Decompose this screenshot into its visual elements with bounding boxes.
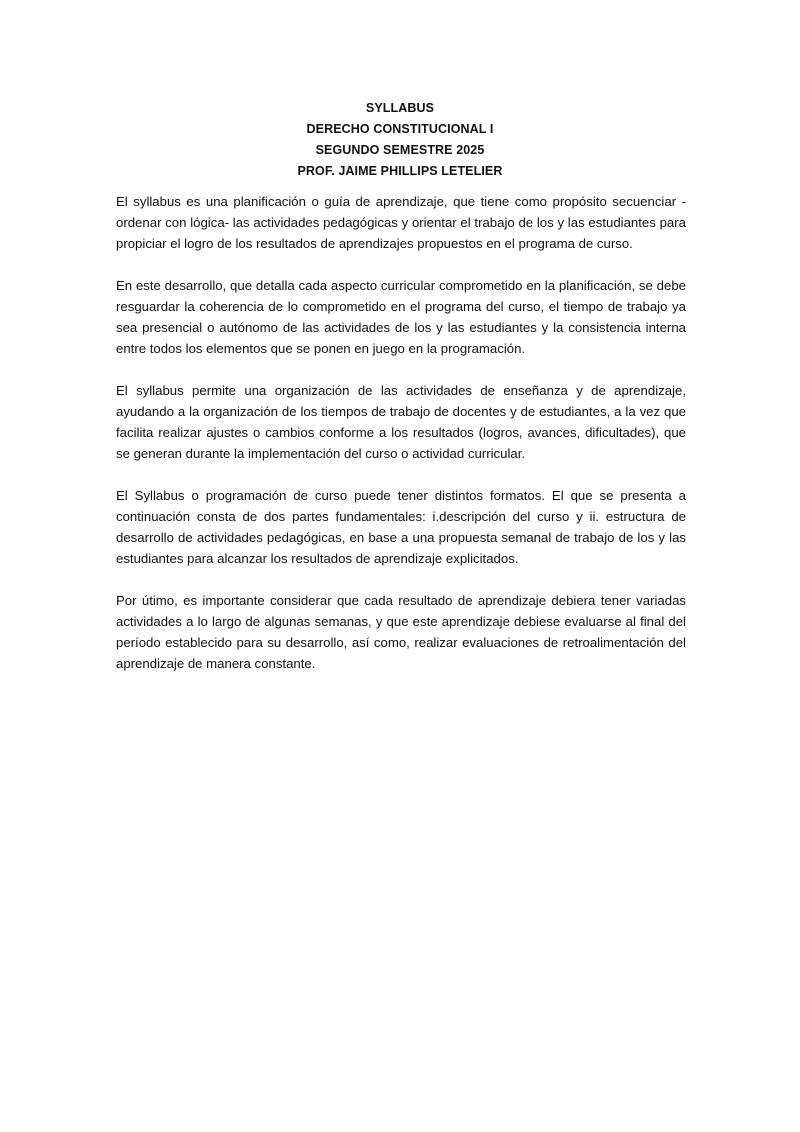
paragraph: El syllabus es una planificación o guía de aprendizaje, que tiene como propósito secuenciar - ordenar con lógica- las actividades pedagógicas y orientar el trabajo de los y las estudiantes para propiciar el logro de los resultados de aprendizajes propuestos en el programa de curso. — [116, 194, 686, 251]
header-course: DERECHO CONSTITUCIONAL I — [306, 122, 494, 136]
paragraph: El syllabus permite una organización de las actividades de enseñanza y de aprendizaje, ayudando a la organización de los tiempos de trabajo de docentes y de estudiantes, a la vez que facilita realizar ajustes o cambios conforme a los resultados (logros, avances, dificultades), que se generan durante la implementación del curso o actividad curricular. — [116, 383, 686, 461]
header-semester: SEGUNDO SEMESTRE 2025 — [315, 143, 485, 157]
document-body — [116, 191, 686, 695]
header-professor: PROF. JAIME PHILLIPS LETELIER — [297, 164, 503, 178]
paragraph: Por útimo, es importante considerar que cada resultado de aprendizaje debiera tener variadas actividades a lo largo de algunas semanas, y que este aprendizaje debiese evaluarse al final del período establecido para su desarrollo, así como, realizar evaluaciones de retroalimentación del aprendizaje de manera constante. — [116, 593, 686, 671]
header-title: SYLLABUS — [365, 101, 435, 115]
document-header — [0, 98, 800, 182]
paragraph: En este desarrollo, que detalla cada aspecto curricular comprometido en la planificación, se debe resguardar la coherencia de lo comprometido en el programa del curso, el tiempo de trabajo ya sea presencial o autónomo de las actividades de los y las estudiantes y la consistencia interna entre todos los elementos que se ponen en juego en la programación. — [116, 278, 686, 356]
paragraph: El Syllabus o programación de curso puede tener distintos formatos. El que se presenta a continuación consta de dos partes fundamentales: i.descripción del curso y ii. estructura de desarrollo de actividades pedagógicas, en base a una propuesta semanal de trabajo de los y las estudiantes para alcanzar los resultados de aprendizaje explicitados. — [116, 488, 686, 566]
